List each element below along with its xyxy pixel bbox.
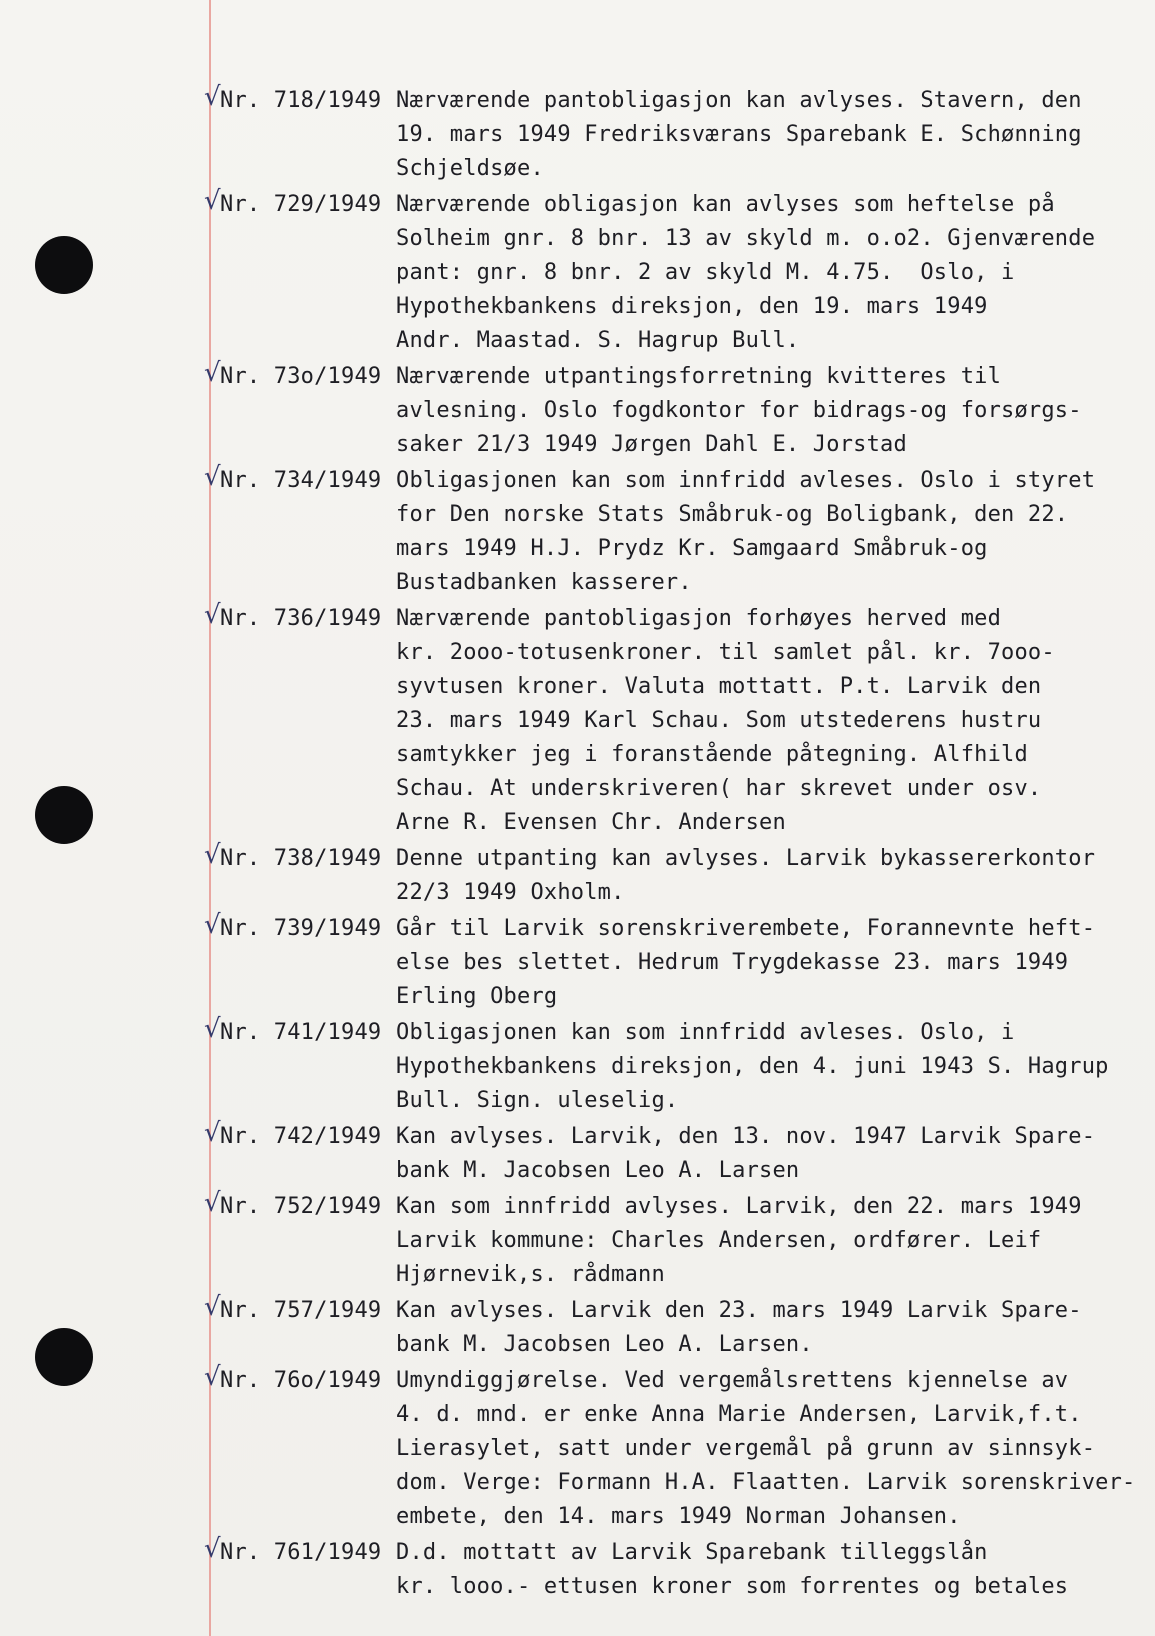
- entry-line: Bustadbanken kasserer.: [396, 570, 692, 595]
- entry-text: [396, 84, 1126, 186]
- entry-text: [396, 1120, 1126, 1188]
- entry-line: for Den norske Stats Småbruk-og Boligbank, den 22.: [396, 502, 1069, 527]
- entry-line: kr. 2ooo-totusenkroner. til samlet pål. kr. 7ooo-: [396, 640, 1055, 665]
- entry-line: bank M. Jacobsen Leo A. Larsen.: [396, 1332, 813, 1357]
- entry-line: samtykker jeg i foranstående påtegning. Alfhild: [396, 742, 1028, 767]
- entry-number: Nr. 741/1949: [220, 1020, 382, 1045]
- ledger-entry: [0, 360, 1155, 462]
- entry-line: 22/3 1949 Oxholm.: [396, 880, 625, 905]
- ledger-entry: [0, 842, 1155, 910]
- ledger-entry: [0, 1016, 1155, 1118]
- ledger-entry: [0, 1536, 1155, 1604]
- entry-line: 4. d. mnd. er enke Anna Marie Andersen, Larvik,f.t.: [396, 1402, 1082, 1427]
- ledger-entry: [0, 602, 1155, 840]
- entry-line: Hypothekbankens direksjon, den 4. juni 1943 S. Hagrup: [396, 1054, 1109, 1079]
- entry-line: Kan som innfridd avlyses. Larvik, den 22. mars 1949: [396, 1194, 1082, 1219]
- entry-line: Larvik kommune: Charles Andersen, ordfører. Leif: [396, 1228, 1042, 1253]
- entry-text: [396, 1190, 1126, 1292]
- entry-line: Arne R. Evensen Chr. Andersen: [396, 810, 786, 835]
- checkmark-icon: √: [204, 840, 221, 870]
- entry-line: 19. mars 1949 Fredriksværans Sparebank E. Schønning: [396, 122, 1082, 147]
- entry-number: Nr. 734/1949: [220, 468, 382, 493]
- checkmark-icon: √: [204, 1188, 221, 1218]
- ledger-entry: [0, 912, 1155, 1014]
- entry-line: Nærværende pantobligasjon forhøyes herved med: [396, 606, 1002, 631]
- entry-line: saker 21/3 1949 Jørgen Dahl E. Jorstad: [396, 432, 907, 457]
- ledger-entry: [0, 84, 1155, 186]
- checkmark-icon: √: [204, 82, 221, 112]
- entry-line: D.d. mottatt av Larvik Sparebank tilleggslån: [396, 1540, 988, 1565]
- ledger-entry: [0, 1190, 1155, 1292]
- entry-line: kr. looo.- ettusen kroner som forrentes og betales: [396, 1574, 1069, 1599]
- entry-line: Nærværende utpantingsforretning kvitteres til: [396, 364, 1002, 389]
- entry-line: avlesning. Oslo fogdkontor for bidrags-og forsørgs-: [396, 398, 1082, 423]
- entry-line: else bes slettet. Hedrum Trygdekasse 23. mars 1949: [396, 950, 1069, 975]
- entry-text: [396, 464, 1126, 600]
- entry-number: Nr. 76o/1949: [220, 1368, 382, 1393]
- entry-line: Nærværende obligasjon kan avlyses som heftelse på: [396, 192, 1055, 217]
- entry-text: [396, 1364, 1136, 1534]
- entry-line: Obligasjonen kan som innfridd avleses. Oslo i styret: [396, 468, 1096, 493]
- entry-number: Nr. 729/1949: [220, 192, 382, 217]
- entry-line: Obligasjonen kan som innfridd avleses. Oslo, i: [396, 1020, 1015, 1045]
- entry-line: dom. Verge: Formann H.A. Flaatten. Larvik sorenskriver-: [396, 1470, 1136, 1495]
- checkmark-icon: √: [204, 1292, 221, 1322]
- entry-line: syvtusen kroner. Valuta mottatt. P.t. Larvik den: [396, 674, 1042, 699]
- checkmark-icon: √: [204, 186, 221, 216]
- entry-text: [396, 1294, 1126, 1362]
- entry-number: Nr. 736/1949: [220, 606, 382, 631]
- entry-line: Andr. Maastad. S. Hagrup Bull.: [396, 328, 800, 353]
- entry-line: Hjørnevik,s. rådmann: [396, 1262, 665, 1287]
- entry-text: [396, 360, 1126, 462]
- entry-line: Umyndiggjørelse. Ved vergemålsrettens kjennelse av: [396, 1368, 1069, 1393]
- checkmark-icon: √: [204, 910, 221, 940]
- entry-text: [396, 188, 1126, 358]
- entry-line: Hypothekbankens direksjon, den 19. mars 1949: [396, 294, 988, 319]
- entry-line: Går til Larvik sorenskriverembete, Forannevnte heft-: [396, 916, 1096, 941]
- entry-line: Nærværende pantobligasjon kan avlyses. Stavern, den: [396, 88, 1082, 113]
- entry-text: [396, 912, 1126, 1014]
- entry-number: Nr. 742/1949: [220, 1124, 382, 1149]
- ledger-entry: [0, 464, 1155, 600]
- checkmark-icon: √: [204, 1362, 221, 1392]
- entry-text: [396, 602, 1126, 840]
- entry-number: Nr. 761/1949: [220, 1540, 382, 1565]
- entry-list: [0, 84, 1155, 1606]
- entry-line: pant: gnr. 8 bnr. 2 av skyld M. 4.75. Oslo, i: [396, 260, 1015, 285]
- checkmark-icon: √: [204, 1014, 221, 1044]
- checkmark-icon: √: [204, 1118, 221, 1148]
- entry-line: Kan avlyses. Larvik, den 13. nov. 1947 Larvik Spare-: [396, 1124, 1096, 1149]
- checkmark-icon: √: [204, 358, 221, 388]
- entry-line: Denne utpanting kan avlyses. Larvik bykassererkontor: [396, 846, 1096, 871]
- entry-line: 23. mars 1949 Karl Schau. Som utstederens hustru: [396, 708, 1042, 733]
- entry-number: Nr. 718/1949: [220, 88, 382, 113]
- ledger-entry: [0, 1294, 1155, 1362]
- entry-line: Erling Oberg: [396, 984, 558, 1009]
- checkmark-icon: √: [204, 600, 221, 630]
- entry-text: [396, 1016, 1126, 1118]
- entry-line: Lierasylet, satt under vergemål på grunn av sinnsyk-: [396, 1436, 1096, 1461]
- entry-number: Nr. 752/1949: [220, 1194, 382, 1219]
- entry-line: embete, den 14. mars 1949 Norman Johansen.: [396, 1504, 961, 1529]
- checkmark-icon: √: [204, 462, 221, 492]
- entry-line: mars 1949 H.J. Prydz Kr. Samgaard Småbruk-og: [396, 536, 988, 561]
- entry-number: Nr. 738/1949: [220, 846, 382, 871]
- entry-line: Schau. At underskriveren( har skrevet under osv.: [396, 776, 1042, 801]
- checkmark-icon: √: [204, 1534, 221, 1564]
- entry-number: Nr. 739/1949: [220, 916, 382, 941]
- entry-line: Solheim gnr. 8 bnr. 13 av skyld m. o.o2. Gjenværende: [396, 226, 1096, 251]
- ledger-entry: [0, 188, 1155, 358]
- entry-line: bank M. Jacobsen Leo A. Larsen: [396, 1158, 800, 1183]
- entry-line: Kan avlyses. Larvik den 23. mars 1949 Larvik Spare-: [396, 1298, 1082, 1323]
- entry-line: Schjeldsøe.: [396, 156, 544, 181]
- entry-line: Bull. Sign. uleselig.: [396, 1088, 679, 1113]
- entry-number: Nr. 73o/1949: [220, 364, 382, 389]
- entry-text: [396, 1536, 1126, 1604]
- ledger-entry: [0, 1364, 1155, 1534]
- entry-text: [396, 842, 1126, 910]
- entry-number: Nr. 757/1949: [220, 1298, 382, 1323]
- ledger-entry: [0, 1120, 1155, 1188]
